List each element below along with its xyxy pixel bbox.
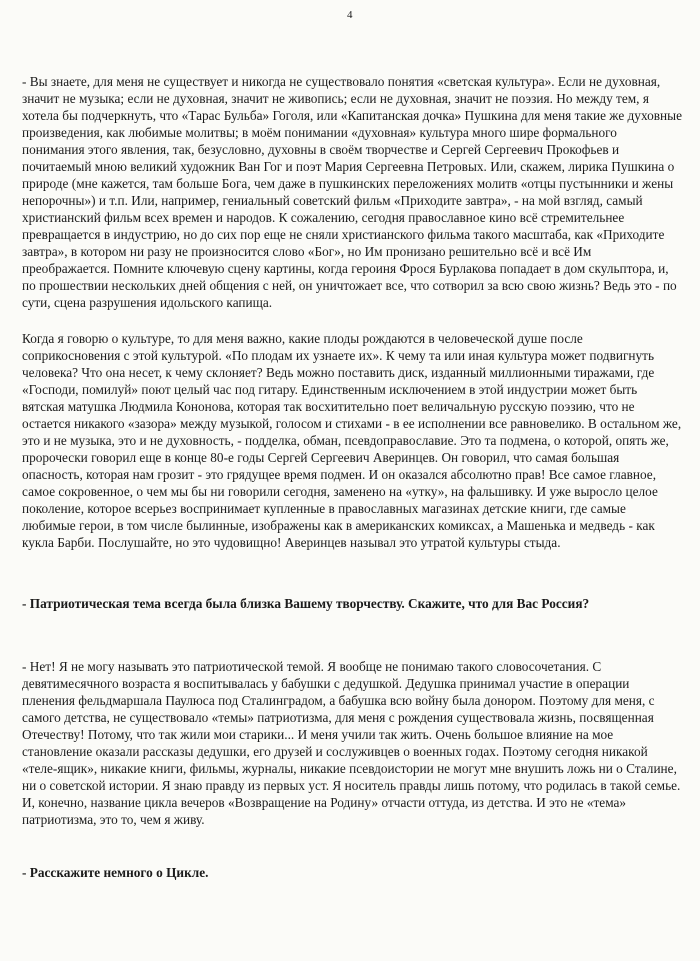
answer-paragraph-culture: - Вы знаете, для меня не существует и никогда не существовало понятия «светская культура». Если не духовная, значит не музыка; если не духовная, значит не живопись; если не духовная, значит не поэзия. Но между тем, я хотела бы подчеркнуть, что «Тарас Бульба» Гоголя, или «Капитанская дочка» Пушкина для меня такие же духовные произведения, как любимые молитвы; в моём понимании «духовная» культура много шире формального понимания этого явления, так, безусловно, духовны в своём творчестве и Сергей Сергеевич Прокофьев и почитаемый мною великий художник Ван Гог и поэт Мария Сергеевна Петровых. Или, скажем, лирика Пушкина о природе (мне кажется, там больше Бога, чем даже в пушкинских переложениях молитв «отцы пустынники и жены непорочны») и т.п. Или, например, гениальный советский фильм «Приходите завтра», - на мой взгляд, самый христианский фильм всех времен и народов. К сожалению, сегодня православное кино всё стремительнее превращается в индустрию, но до сих пор еще не сняли христианского фильма такого масштаба, как «Приходите завтра», в котором ни разу не произносится слово «Бог», но Им пронизано решительно всё и всё Им преображается. Помните ключевую сцену картины, когда героиня Фрося Бурлакова попадает в дом скульптора, и, по прошествии нескольких дней общения с ней, он уничтожает все, что сотворил за всю свою жизнь? Ведь это - по сути, сцена разрушения идольского капища.: [22, 74, 682, 310]
answer-paragraph-patriotism: - Нет! Я не могу называть это патриотической темой. Я вообще не понимаю такого словосочетания. С девятимесячного возраста я воспитывалась у бабушки с дедушкой. Дедушка принимал участие в операции пленения фельдмаршала Паулюса под Сталинградом, а бабушка всю войну была донором. Поэтому для меня, с самого детства, не существовало «темы» патриотизма, для меня с рождения существовала жизнь, посвященная Отечеству! Потому, что так жили мои старики... И меня учили так жить. Очень большое влияние на мое становление оказали рассказы дедушки, его друзей и сослуживцев о военных годах. Поэтому сегодня никакой «теле-ящик», никакие книги, фильмы, журналы, никакие псевдоистории не могут мне внушить ложь ни о Сталине, ни о советской истории. Я знаю правду из первых уст. Я носитель правды лишь потому, что родилась в такой семье. И, конечно, название цикла вечеров «Возвращение на Родину» отчасти оттуда, из детства. И это не «тема» патриотизма, это то, чем я живу.: [22, 659, 681, 827]
page-number: 4: [347, 9, 353, 21]
interview-question-russia: - Патриотическая тема всегда была близка Вашему творчеству. Скажите, что для Вас Россия?: [22, 596, 590, 611]
interview-question-cycle: - Расскажите немного о Цикле.: [22, 865, 209, 880]
answer-paragraph-fruits: Когда я говорю о культуре, то для меня важно, какие плоды рождаются в человеческой душе после соприкосновения с этой культурой. «По плодам их узнаете их». К чему та или иная культура может подвигнуть человека? Что она несет, к чему склоняет? Ведь можно поставить диск, изданный миллионными тиражами, где «Господи, помилуй» поют целый час под гитару. Единственным исключением в этой индустрии может быть вятская матушка Людмила Кононова, которая так восхитительно поет величальную русскую поэзию, что не остается никакого «зазора» между музыкой, голосом и стихами - в ее исполнении все равновелико. В остальном же, это и не музыка, это и не духовность, - подделка, обман, псевдоправославие. Это та подмена, о которой, опять же, пророчески говорил еще в конце 80-е годы Сергей Сергеевич Аверинцев. Он говорил, что самая большая опасность, которая нам грозит - это грядущее время подмен. И он оказался абсолютно прав! Все самое главное, самое сокровенное, о чем мы бы ни говорили сегодня, заменено на «утку», на фальшивку. И уже выросло целое поколение, которое всерьез воспринимает купленные в православных магазинах детские книги, где самые любимые герои, в том числе былинные, изображены как в американских комиксах, а Машенька и медведь - как кукла Барби. Послушайте, но это чудовищно! Аверинцев называл это утратой культуры стыда.: [22, 331, 682, 550]
